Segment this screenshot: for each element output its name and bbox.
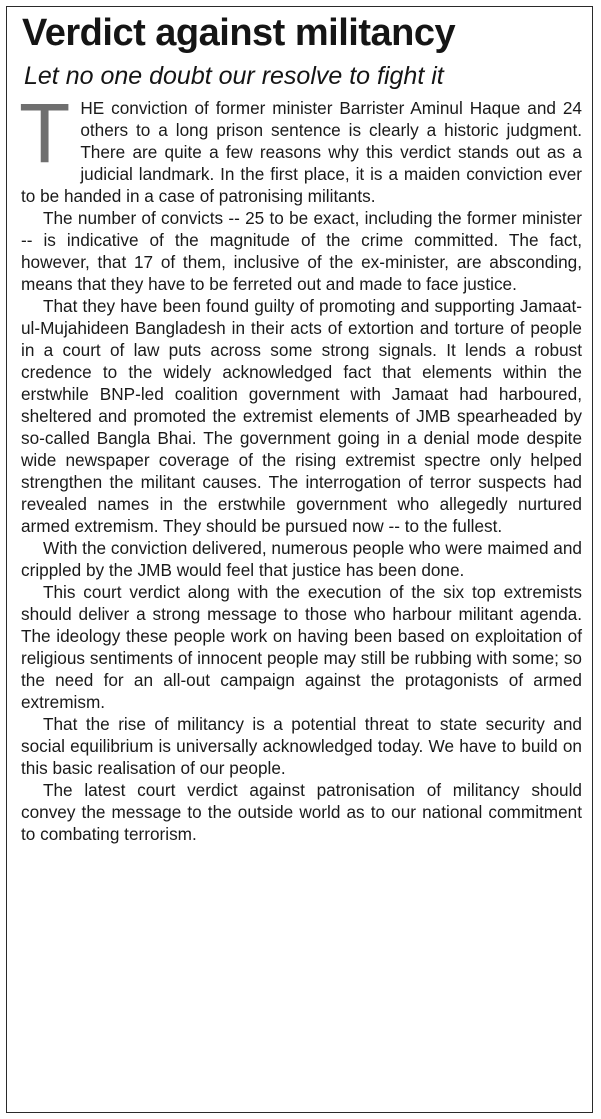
paragraph-6: That the rise of militancy is a potential threat to state security and social equilibrium is universally acknowledged today. We have to build on this basic realisation of our people. — [21, 714, 582, 778]
headline: Verdict against militancy — [22, 12, 456, 54]
paragraph-3: That they have been found guilty of promoting and supporting Jamaat-ul-Mujahideen Bangladesh in their acts of extortion and torture of people in a court of law puts across some strong signals. It lends a robust credence to the widely acknowledged fact that elements within the erstwhile BNP-led coalition government with Jamaat had harboured, sheltered and promoted the extremist elements of JMB spearheaded by so-called Bangla Bhai. The government going in a denial mode despite wide newspaper coverage of the rising extremist spectre only helped strengthen the militant causes. The interrogation of terror suspects had revealed names in the erstwhile government who allegedly nurtured armed extremism. They should be pursued now -- to the fullest. — [21, 296, 582, 536]
article-body — [19, 86, 582, 845]
drop-cap: T — [19, 86, 71, 180]
paragraph-5: This court verdict along with the execution of the six top extremists should deliver a strong message to those who harbour militant agenda. The ideology these people work on having been based on exploitation of religious sentiments of innocent people may still be rubbing with some; so the need for an all-out campaign against the protagonists of armed extremism. — [21, 582, 582, 712]
paragraph-7: The latest court verdict against patronisation of militancy should convey the message to the outside world as to our national commitment to combating terrorism. — [21, 780, 582, 844]
paragraph-1-text: HE conviction of former minister Barrister Aminul Haque and 24 others to a long prison sentence is clearly a historic judgment. There are quite a few reasons why this verdict stands out as a judicial landmark. In the first place, it is a maiden conviction ever to be handed in a case of patronising militants. — [21, 98, 582, 206]
paragraph-1 — [19, 86, 582, 207]
paragraph-4: With the conviction delivered, numerous people who were maimed and crippled by the JMB would feel that justice has been done. — [21, 538, 582, 580]
paragraph-2: The number of convicts -- 25 to be exact, including the former minister -- is indicative of the magnitude of the crime committed. The fact, however, that 17 of them, inclusive of the ex-minister, are absconding, means that they have to be ferreted out and made to face justice. — [21, 208, 582, 294]
subhead: Let no one doubt our resolve to fight it — [24, 62, 444, 90]
